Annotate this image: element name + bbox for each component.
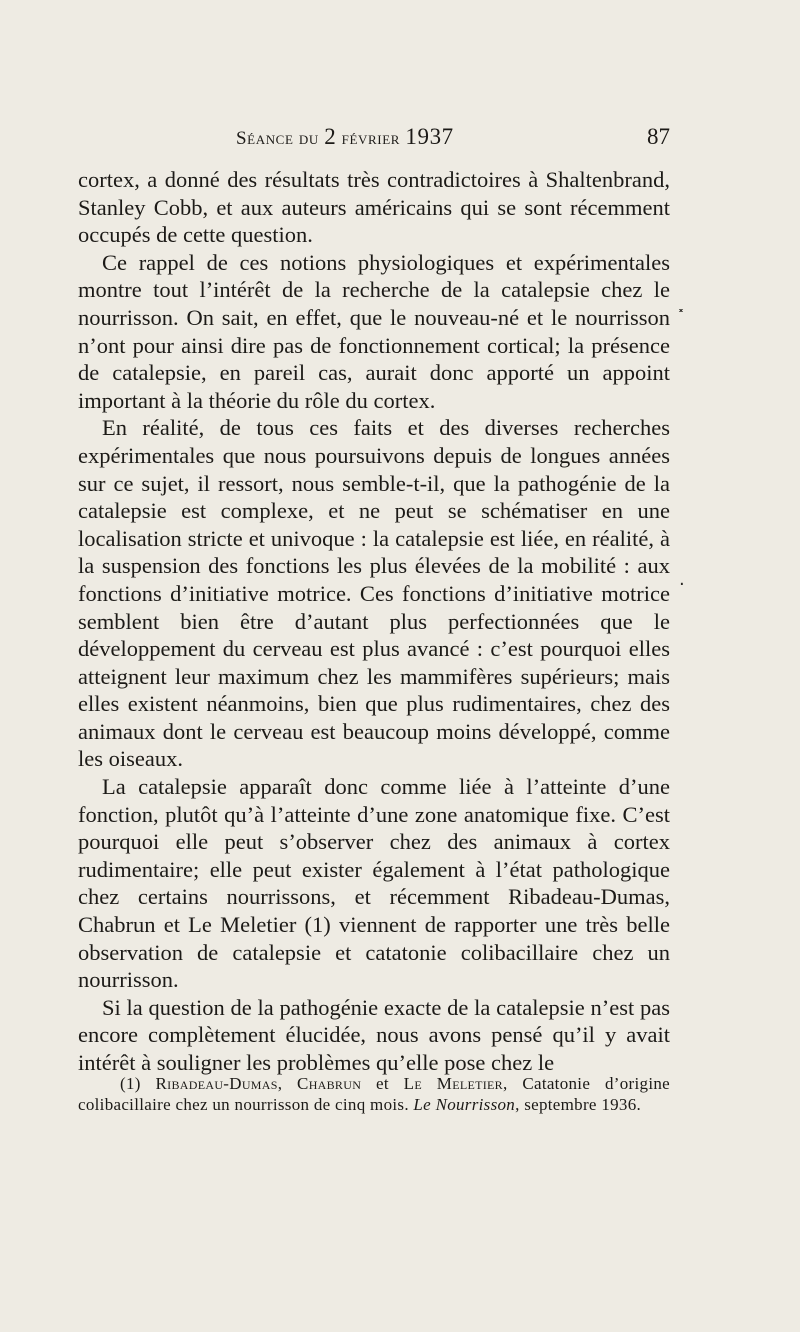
- footnote-title: , Catatonie d’origine colibacillaire chez un nourrisson de cinq mois.: [78, 1074, 671, 1114]
- footnote-authors: Ribadeau-Dumas, Chabrun: [155, 1074, 362, 1093]
- paragraph: Ce rappel de ces notions physiologiques et expérimentales montre tout l’intérêt de la recherche de la catalepsie chez le nourrisson. On sait, en effet, que le nouveau-né et le nourrisson n’ont pour ainsi dire pas de fonctionnement cortical; la présence de catalepsie, en pareil cas, aurait donc apporté un appoint important à la théorie du rôle du cortex.: [78, 249, 670, 413]
- margin-mark: ·: [679, 574, 685, 595]
- body-text: [78, 166, 670, 1077]
- running-title: Séance du 2 février 1937: [236, 124, 454, 149]
- paragraph-continued: cortex, a donné des résultats très contradictoires à Shaltenbrand, Stanley Cobb, et aux auteurs américains qui se sont récemment occupés de cette question.: [78, 167, 670, 248]
- paragraph: En réalité, de tous ces faits et des diverses recherches expérimentales que nous poursuivons depuis de longues années sur ce sujet, il ressort, nous semble-t-il, que la pathogénie de la catalepsie est complexe, et ne peut se schématiser en une localisation stricte et univoque : la catalepsie est liée, en réalité, à la suspension des fonctions les plus élevées de la mobilité : aux fonctions d’initiative motrice. Ces fonctions d’initiative motrice semblent bien être d’autant plus perfectionnées que le développement du cerveau est plus avancé : c’est pourquoi elles atteignent leur maximum chez les mammifères supérieurs; mais elles existent néanmoins, bien que plus rudimentaires, chez des animaux dont le cerveau est beaucoup moins développé, comme les oiseaux.: [78, 415, 670, 772]
- footnote-date: , septembre 1936.: [515, 1095, 642, 1114]
- footnote: (1) Ribadeau-Dumas, Chabrun et Le Meletier, Catatonie d’origine colibacillaire chez un nourrisson de cinq mois. Le Nourrisson, septembre 1936.: [78, 1074, 671, 1114]
- footnote-number: (1): [120, 1074, 156, 1093]
- page-number: 87: [647, 124, 670, 149]
- running-header: [78, 124, 670, 158]
- paragraph: Si la question de la pathogénie exacte de la catalepsie n’est pas encore complètement élucidée, nous avons pensé qu’il y avait intérêt à souligner les problèmes qu’elle pose chez le: [78, 994, 670, 1075]
- margin-mark: ˟: [677, 307, 685, 326]
- footnote-author-last: Le Meletier: [403, 1074, 503, 1093]
- paragraph: La catalepsie apparaît donc comme liée à l’atteinte d’une fonction, plutôt qu’à l’atteinte d’une zone anatomique fixe. C’est pourquoi elle peut s’observer chez des animaux à cortex rudimentaire; elle peut exister également à l’état pathologique chez certains nourrissons, et récemment Ribadeau-Dumas, Chabrun et Le Meletier (1) viennent de rapporter une très belle observation de catalepsie et catatonie colibacillaire chez un nourrisson.: [78, 774, 670, 993]
- footnote-journal: Le Nourrisson: [413, 1095, 516, 1114]
